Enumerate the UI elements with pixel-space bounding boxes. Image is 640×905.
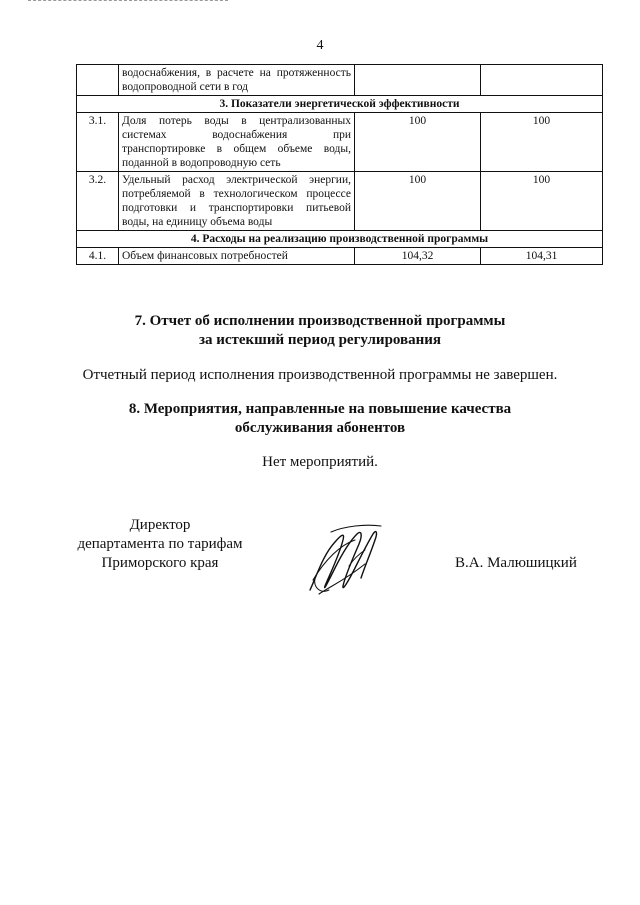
table-row xyxy=(77,65,603,96)
indicators-table xyxy=(76,64,603,265)
section-title: 4. Расходы на реализацию производственной программы xyxy=(77,231,603,248)
row-value-1: 104,32 xyxy=(355,248,481,265)
section-7-text: Отчетный период исполнения производственной программы не завершен. xyxy=(82,367,558,383)
row-number xyxy=(77,65,119,96)
section-row xyxy=(77,231,603,248)
section-8-heading-line-1: 8. Мероприятия, направленные на повышение качества xyxy=(128,401,512,417)
signer-name: В.А. Малюшицкий xyxy=(455,555,577,571)
row-description: Удельный расход электрической энергии, потребляемой в технологическом процессе подготовки и транспортировки питьевой воды, на единицу объема воды xyxy=(119,172,355,231)
page-number: 4 xyxy=(316,38,324,53)
section-7-heading-line-2: за истекший период регулирования xyxy=(198,332,442,348)
table-row xyxy=(77,172,603,231)
row-number: 3.2. xyxy=(77,172,119,231)
section-7-heading xyxy=(0,312,640,350)
section-7-heading-line-1: 7. Отчет об исполнении производственной программы xyxy=(134,313,506,329)
row-number: 4.1. xyxy=(77,248,119,265)
table-row xyxy=(77,113,603,172)
row-value-2: 100 xyxy=(481,172,603,231)
row-value-1: 100 xyxy=(355,172,481,231)
handwritten-signature xyxy=(305,520,385,598)
row-number: 3.1. xyxy=(77,113,119,172)
top-edge-dash xyxy=(28,0,228,1)
row-description: водоснабжения, в расчете на протяженность водопроводной сети в год xyxy=(119,65,355,96)
row-description: Доля потерь воды в централизованных системах водоснабжения при транспортировке в общем объеме воды, поданной в водопроводную сеть xyxy=(119,113,355,172)
row-value-1 xyxy=(355,65,481,96)
row-value-2 xyxy=(481,65,603,96)
signer-position-line-2: департамента по тарифам xyxy=(77,536,243,552)
signer-position-line-3: Приморского края xyxy=(101,555,219,571)
row-value-1: 100 xyxy=(355,113,481,172)
section-8-heading xyxy=(0,400,640,438)
row-description: Объем финансовых потребностей xyxy=(119,248,355,265)
section-8-text: Нет мероприятий. xyxy=(262,454,378,470)
section-title: 3. Показатели энергетической эффективности xyxy=(77,96,603,113)
row-value-2: 104,31 xyxy=(481,248,603,265)
row-value-2: 100 xyxy=(481,113,603,172)
signer-position xyxy=(60,516,260,573)
section-8-heading-line-2: обслуживания абонентов xyxy=(234,420,406,436)
section-row xyxy=(77,96,603,113)
signer-position-line-1: Директор xyxy=(129,517,191,533)
table-row xyxy=(77,248,603,265)
